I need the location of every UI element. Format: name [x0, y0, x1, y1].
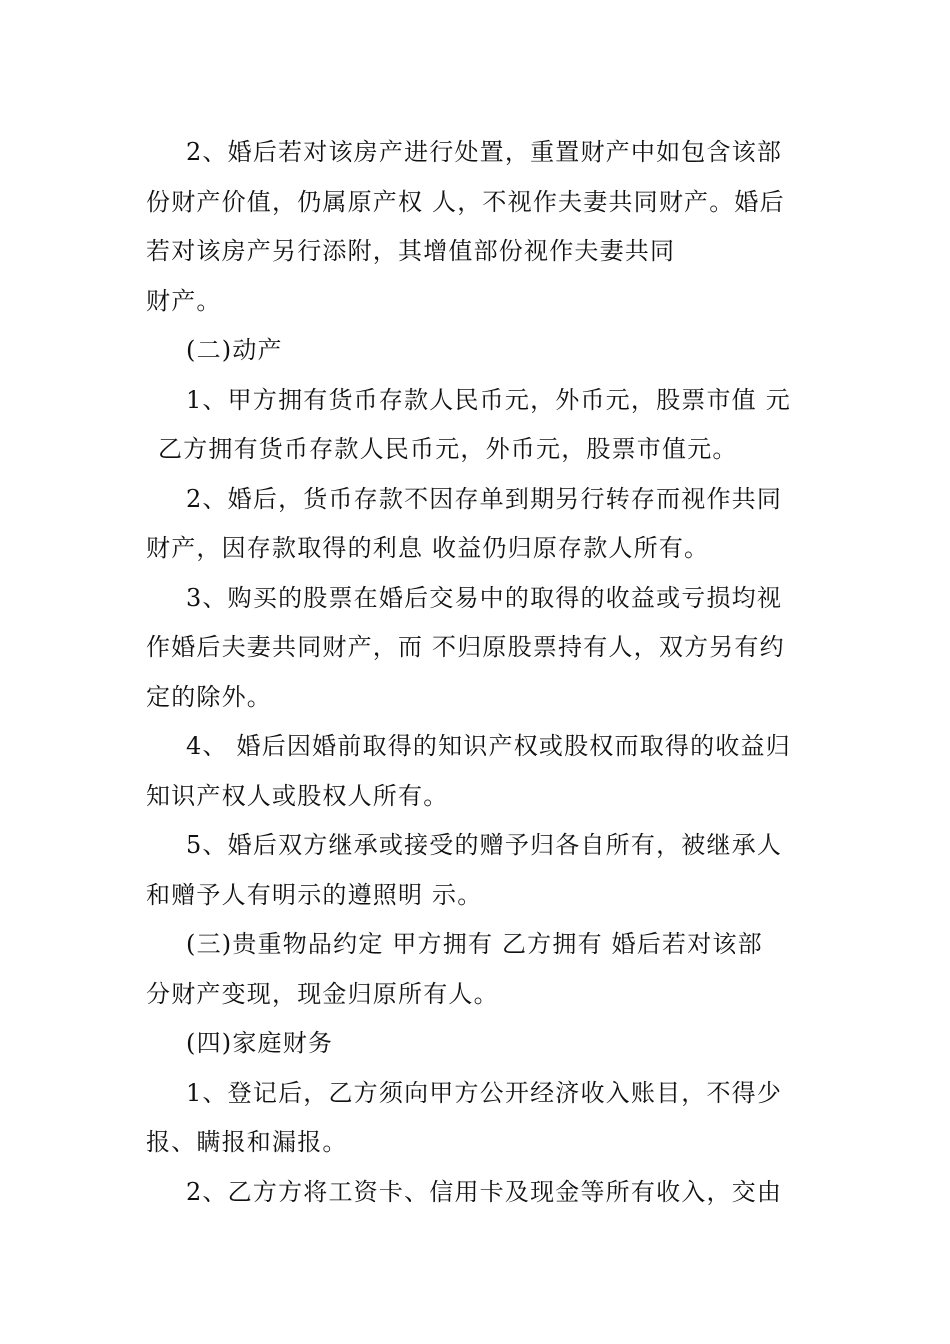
- paragraph-stocks: [146, 574, 806, 723]
- text-line: 和赠予人有明示的遵照明 示。: [146, 880, 483, 909]
- text-line: 作婚后夫妻共同财产，而 不归原股票持有人，双方另有约: [146, 633, 785, 661]
- text-line: 乙方拥有货币存款人民币元，外币元，股票市值元。: [158, 435, 738, 463]
- section-heading-valuables: [146, 920, 806, 1019]
- text-line: 财产，因存款取得的利息 收益仍归原存款人所有。: [146, 534, 710, 562]
- text-line: 5、婚后双方继承或接受的赠予归各自所有，被继承人: [186, 831, 783, 859]
- paragraph-income-disclosure: [146, 1069, 806, 1168]
- text-line: 2、婚后，货币存款不因存单到期另行转存而视作共同: [186, 484, 783, 513]
- paragraph-inheritance: [146, 821, 806, 920]
- section-heading-movable-property: [146, 326, 806, 376]
- text-line: 2、乙方方将工资卡、信用卡及现金等所有收入，交由: [186, 1177, 783, 1206]
- text-line: 定的除外。: [146, 682, 272, 711]
- paragraph-deposits: [146, 376, 806, 475]
- text-line: 报、瞒报和漏报。: [146, 1128, 348, 1156]
- text-line: (三)贵重物品约定 甲方拥有 乙方拥有 婚后若对该部: [186, 930, 763, 958]
- document-body: [146, 128, 806, 1217]
- paragraph-intellectual-property: [146, 722, 806, 821]
- paragraph-salary-card: [146, 1168, 806, 1218]
- text-line: 知识产权人或股权人所有。: [146, 781, 449, 810]
- text-line: 分财产变现，现金归原所有人。: [146, 979, 499, 1008]
- text-line: 1、甲方拥有货币存款人民币元，外币元，股票市值 元: [186, 385, 791, 414]
- paragraph-real-estate-disposal: [146, 128, 806, 326]
- section-heading-family-finance: [146, 1019, 806, 1069]
- text-line: 财产。: [146, 286, 222, 315]
- paragraph-deposit-interest: [146, 475, 806, 574]
- text-line: 份财产价值，仍属原产权 人，不视作夫妻共同财产。婚后: [146, 187, 785, 216]
- text-line: 2、婚后若对该房产进行处置，重置财产中如包含该部: [186, 138, 783, 166]
- text-line: 若对该房产另行添附，其增值部份视作夫妻共同: [146, 237, 676, 265]
- text-line: (二)动产: [186, 336, 283, 364]
- text-line: 1、登记后，乙方须向甲方公开经济收入账目，不得少: [186, 1078, 783, 1107]
- text-line: 4、 婚后因婚前取得的知识产权或股权而取得的收益归: [186, 732, 791, 760]
- text-line: 3、购买的股票在婚后交易中的取得的收益或亏损均视: [186, 583, 783, 612]
- text-line: (四)家庭财务: [186, 1029, 334, 1057]
